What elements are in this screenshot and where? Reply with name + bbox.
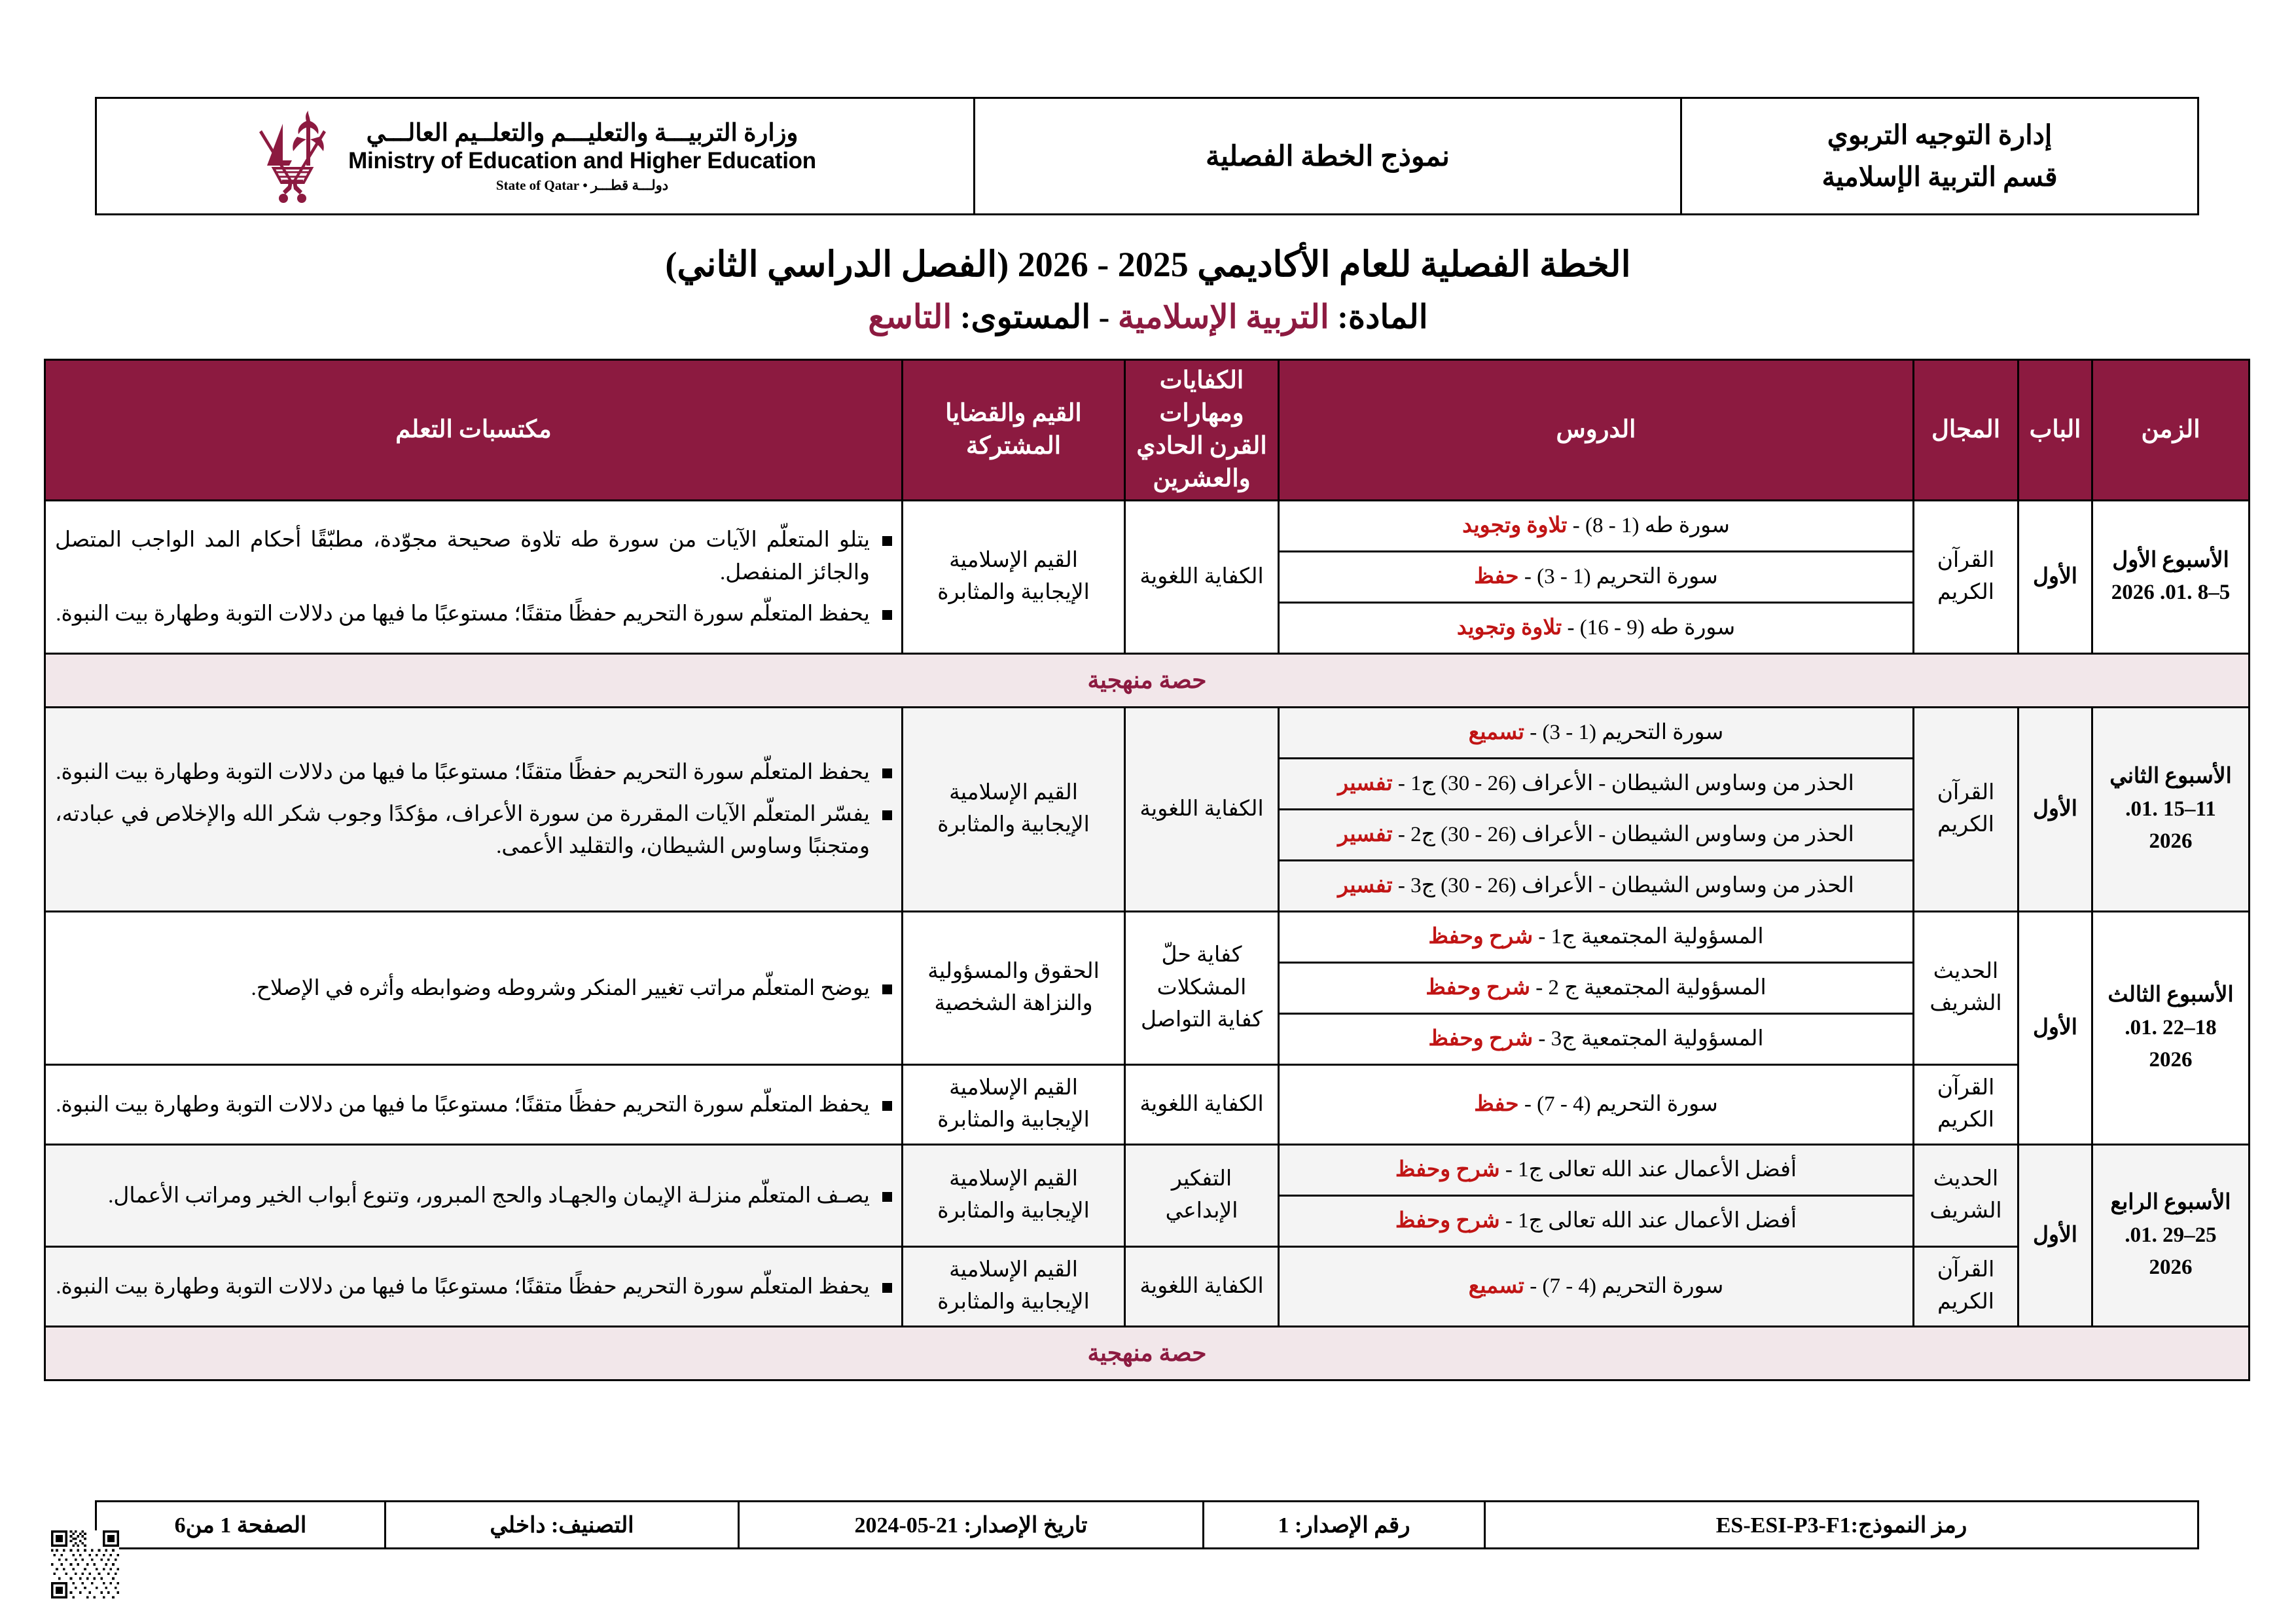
department-cell (1681, 98, 2198, 215)
chapter-cell: الأول (2018, 500, 2092, 653)
week-time-cell (2092, 500, 2250, 653)
methodical-session-label: حصة منهجية (45, 653, 2250, 707)
lesson-cell (1279, 809, 1914, 860)
learning-outcome-item: يفسّر المتعلّم الآيات المقررة من سورة الأعراف، مؤكدًا وجوب شكر الله والإخلاص في عبادته، ومتجنبًا وساوس الشيطان، والتقليد الأعمى. (55, 799, 870, 863)
ministry-logo-lockup (103, 108, 967, 205)
level-value: التاسع (868, 298, 952, 335)
learning-outcome-item: يوضح المتعلّم مراتب تغيير المنكر وشروطه وضوابطه وأثره في الإصلاح. (55, 973, 870, 1005)
week-date-range: 11–15 .01. 2026 (2125, 797, 2216, 853)
chapter-cell: الأول (2018, 1144, 2092, 1326)
domain-cell: القرآن الكريم (1914, 500, 2018, 653)
lesson-title: أفضل الأعمال عند الله تعالى ج1 - (1499, 1208, 1797, 1233)
form-title-cell (975, 98, 1681, 215)
week-date-range: 18–22 .01. 2026 (2125, 1015, 2217, 1072)
week-time-cell (2092, 1144, 2250, 1326)
lesson-cell (1279, 551, 1914, 602)
lesson-title: أفضل الأعمال عند الله تعالى ج1 - (1499, 1157, 1797, 1182)
learning-outcomes-cell (45, 500, 903, 653)
domain-cell: الحديث الشريف (1914, 911, 2018, 1064)
table-row (45, 1064, 2250, 1144)
plan-main-title: الخطة الفصلية للعام الأكاديمي 2025 - 2026 (الفصل الدراسي الثاني) (665, 245, 1631, 284)
table-row (45, 1246, 2250, 1326)
lesson-type-tag: شرح وحفظ (1428, 924, 1534, 948)
lesson-cell (1279, 860, 1914, 911)
ministry-name-block (348, 119, 816, 194)
lesson-cell (1279, 1195, 1914, 1246)
domain-cell: الحديث الشريف (1914, 1144, 2018, 1246)
lesson-title: المسؤولية المجتمعية ج1 - (1533, 924, 1764, 948)
lesson-cell (1279, 758, 1914, 809)
learning-outcomes-cell (45, 911, 903, 1064)
learning-outcomes-cell (45, 1246, 903, 1326)
column-header-skills: الكفايات ومهارات القرن الحادي والعشرين (1125, 360, 1279, 501)
week-time-cell (2092, 707, 2250, 911)
week-date-range: 25–29 .01. 2026 (2125, 1223, 2217, 1279)
chapter-cell: الأول (2018, 707, 2092, 911)
form-title: نموذج الخطة الفصلية (1206, 141, 1450, 172)
table-row (45, 1144, 2250, 1195)
learning-outcome-item: يحفظ المتعلّم سورة التحريم حفظًا متقنًا؛ مستوعبًا ما فيها من دلالات التوبة وطهارة بيت النبوة. (55, 1271, 870, 1304)
column-header-lessons: الدروس (1279, 360, 1914, 501)
footer-issue-date: تاريخ الإصدار: 21-05-2024 (739, 1502, 1204, 1549)
table-row (45, 500, 2250, 551)
lesson-title: الحذر من وساوس الشيطان - الأعراف (26 - 30) ج2 - (1392, 822, 1854, 846)
plan-subtitle (0, 298, 2296, 336)
lesson-type-tag: حفظ (1474, 1092, 1519, 1116)
subject-value: التربية الإسلامية (1117, 298, 1329, 335)
table-row (45, 911, 2250, 962)
skills-cell: التفكير الإبداعي (1125, 1144, 1279, 1246)
lesson-cell (1279, 500, 1914, 551)
skills-cell: كفاية حلّ المشكلات كفاية التواصل (1125, 911, 1279, 1064)
week-name: الأسبوع الثاني (2109, 765, 2232, 788)
qatar-emblem-icon (254, 108, 331, 205)
lesson-title: سورة التحريم (1 - 3) - (1524, 720, 1724, 744)
lesson-type-tag: تفسير (1338, 771, 1393, 795)
semester-plan-table (44, 359, 2250, 1381)
learning-outcome-item: يتلو المتعلّم الآيات من سورة طه تلاوة صحيحة مجوّدة، مطبّقًا أحكام المد الواجب المتصل والجائز المنفصل. (55, 524, 870, 589)
column-header-bab: الباب (2018, 360, 2092, 501)
domain-cell: القرآن الكريم (1914, 707, 2018, 911)
skills-cell: الكفاية اللغوية (1125, 500, 1279, 653)
lesson-type-tag: تفسير (1338, 873, 1393, 897)
skills-cell: الكفاية اللغوية (1125, 1064, 1279, 1144)
lesson-type-tag: شرح وحفظ (1428, 1026, 1534, 1051)
learning-outcomes-cell (45, 707, 903, 911)
lesson-type-tag: تلاوة وتجويد (1456, 615, 1562, 640)
learning-outcome-item: يحفظ المتعلّم سورة التحريم حفظًا متقنًا؛ مستوعبًا ما فيها من دلالات التوبة وطهارة بيت النبوة. (55, 1089, 870, 1122)
lesson-title: المسؤولية المجتمعية ج 2 - (1530, 975, 1767, 1000)
week-name: الأسبوع الثالث (2108, 983, 2234, 1007)
values-cell: الحقوق والمسؤولية والنزاهة الشخصية (903, 911, 1125, 1064)
lesson-title: سورة التحريم (4 - 7) - (1524, 1274, 1724, 1298)
values-cell: القيم الإسلامية الإيجابية والمثابرة (903, 1064, 1125, 1144)
lesson-cell (1279, 602, 1914, 653)
lesson-title: الحذر من وساوس الشيطان - الأعراف (26 - 30) ج3 - (1392, 873, 1854, 897)
department-line-1: إدارة التوجيه التربوي (1827, 119, 2053, 150)
lesson-title: سورة التحريم (4 - 7) - (1518, 1092, 1718, 1116)
table-body (45, 500, 2250, 1380)
domain-cell: القرآن الكريم (1914, 1064, 2018, 1144)
footer-page-number: الصفحة 1 من6 (96, 1502, 386, 1549)
table-header (45, 360, 2250, 501)
header-row (96, 98, 2198, 215)
lesson-type-tag: تلاوة وتجويد (1462, 513, 1568, 537)
department-line-2: قسم التربية الإسلامية (1821, 161, 2058, 192)
values-cell: القيم الإسلامية الإيجابية والمثابرة (903, 500, 1125, 653)
ministry-name-english: Ministry of Education and Higher Education (348, 148, 816, 174)
column-header-outcomes: مكتسبات التعلم (45, 360, 903, 501)
ministry-name-arabic: وزارة التربيـــة والتعليـــم والتعلــيم العالـــي (366, 119, 798, 147)
lesson-type-tag: تسميع (1468, 720, 1524, 744)
week-name: الأسبوع الأول (2112, 548, 2229, 572)
lesson-type-tag: شرح وحفظ (1395, 1157, 1500, 1182)
learning-outcomes-cell (45, 1064, 903, 1144)
chapter-cell: الأول (2018, 911, 2092, 1144)
lesson-title: سورة طه (1 - 8) - (1567, 513, 1730, 537)
learning-outcome-item: يحفظ المتعلّم سورة التحريم حفظًا متقنًا؛ مستوعبًا ما فيها من دلالات التوبة وطهارة بيت النبوة. (55, 598, 870, 631)
qr-code-icon (51, 1530, 119, 1598)
footer-form-code: رمز النموذج:ES-ESI-P3-F1 (1485, 1502, 2198, 1549)
footer-row (96, 1502, 2198, 1549)
week-time-cell (2092, 911, 2250, 1144)
skills-cell: الكفاية اللغوية (1125, 707, 1279, 911)
methodical-session-label: حصة منهجية (45, 1326, 2250, 1380)
lesson-title: سورة طه (9 - 16) - (1562, 615, 1736, 640)
learning-outcomes-cell (45, 1144, 903, 1246)
methodical-session-row (45, 1326, 2250, 1380)
week-date-range: 5–8 .01. 2026 (2111, 581, 2231, 605)
column-header-time: الزمن (2092, 360, 2250, 501)
document-header (95, 97, 2199, 215)
lesson-cell (1279, 1144, 1914, 1195)
column-header-values: القيم والقضايا المشتركة (903, 360, 1125, 501)
lesson-title: سورة التحريم (1 - 3) - (1518, 564, 1718, 588)
footer-classification: التصنيف: داخلي (386, 1502, 739, 1549)
values-cell: القيم الإسلامية الإيجابية والمثابرة (903, 707, 1125, 911)
lesson-cell (1279, 707, 1914, 758)
header-row (45, 360, 2250, 501)
lesson-cell (1279, 962, 1914, 1013)
lesson-type-tag: شرح وحفظ (1426, 975, 1531, 1000)
document-footer (95, 1500, 2199, 1549)
values-cell: القيم الإسلامية الإيجابية والمثابرة (903, 1246, 1125, 1326)
domain-cell: القرآن الكريم (1914, 1246, 2018, 1326)
lesson-type-tag: شرح وحفظ (1395, 1208, 1500, 1233)
lesson-title: الحذر من وساوس الشيطان - الأعراف (26 - 30) ج1 - (1392, 771, 1854, 795)
values-cell: القيم الإسلامية الإيجابية والمثابرة (903, 1144, 1125, 1246)
ministry-logo-cell (96, 98, 975, 215)
lesson-cell (1279, 911, 1914, 962)
table-row (45, 707, 2250, 758)
lesson-title: المسؤولية المجتمعية ج3 - (1533, 1026, 1764, 1051)
subject-label: المادة: (1337, 298, 1428, 335)
learning-outcome-item: يصـف المتعلّم منزلـة الإيمان والجهـاد والحج المبرور، وتنوع أبواب الخير ومراتب الأعمال. (55, 1180, 870, 1213)
lesson-type-tag: حفظ (1474, 564, 1519, 588)
skills-cell: الكفاية اللغوية (1125, 1246, 1279, 1326)
lesson-cell (1279, 1013, 1914, 1064)
lesson-type-tag: تفسير (1338, 822, 1393, 846)
level-label: - المستوى: (960, 298, 1110, 335)
lesson-cell (1279, 1246, 1914, 1326)
lesson-type-tag: تسميع (1468, 1274, 1524, 1298)
methodical-session-row (45, 653, 2250, 707)
week-name: الأسبوع الرابع (2110, 1191, 2231, 1214)
learning-outcome-item: يحفظ المتعلّم سورة التحريم حفظًا متقنًا؛ مستوعبًا ما فيها من دلالات التوبة وطهارة بيت النبوة. (55, 757, 870, 789)
column-header-domain: المجال (1914, 360, 2018, 501)
footer-version: رقم الإصدار: 1 (1204, 1502, 1485, 1549)
ministry-state-line: دولـــة قطـــر • State of Qatar (495, 177, 669, 193)
lesson-cell (1279, 1064, 1914, 1144)
